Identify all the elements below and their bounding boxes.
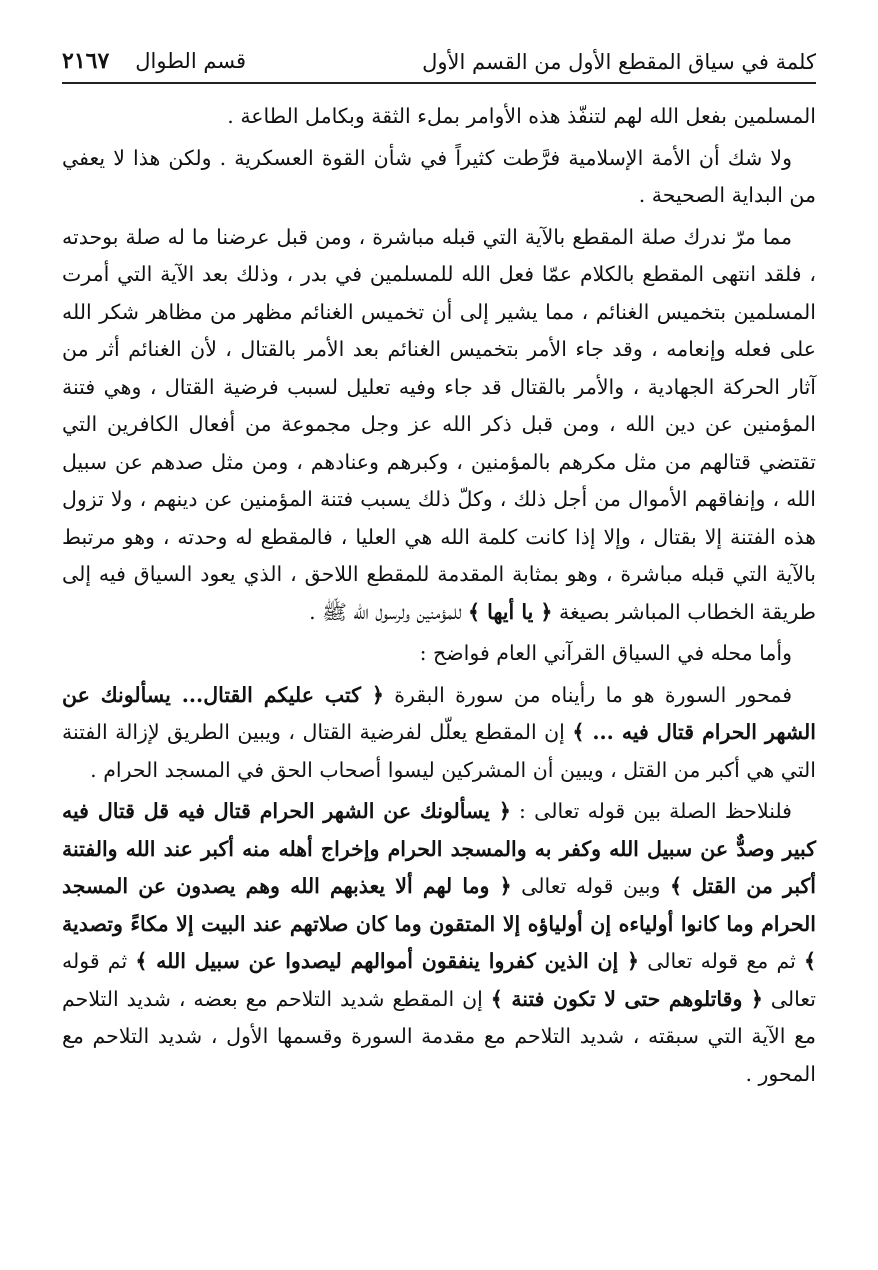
quran-quote: ﴿ كتب عليكم القتال... يسألونك عن الشهر الحرام قتال فيه ... ﴾ — [62, 682, 816, 744]
quran-quote: ﴿ وقاتلوهم حتى لا تكون فتنة ﴾ — [490, 986, 763, 1011]
header-left-group — [62, 48, 246, 74]
text-run: فمحور السورة هو ما رأيناه من سورة البقرة — [383, 682, 793, 707]
paragraph — [62, 793, 816, 1093]
text-run: ولا شك أن الأمة الإسلامية فرَّطت كثيراً في شأن القوة العسكرية . ولكن هذا لا يعفي من البداية الصحيحة . — [62, 145, 816, 207]
text-run: وبين قوله تعالى — [511, 874, 670, 898]
paragraph — [62, 635, 816, 673]
quran-quote: ﴿ إن الذين كفروا ينفقون أموالهم ليصدوا عن سبيل الله ﴾ — [135, 949, 640, 973]
page-number: ٢١٦٧ — [62, 48, 110, 74]
text-run: المسلمين بفعل الله لهم لتنفّذ هذه الأوامر بملء الثقة وبكامل الطاعة . — [227, 104, 816, 128]
paragraph — [62, 219, 816, 632]
quran-quote: ﴿ يسألونك عن الشهر الحرام قتال فيه قل قتال فيه كبير وصدٌّ عن سبيل الله وكفر به والمسجد الحرام وإخراج أهله منه أكبر عند الله والفتنة أكبر من القتل ﴾ — [62, 799, 816, 898]
header-title: كلمة في سياق المقطع الأول من القسم الأول — [422, 50, 816, 74]
quran-quote: ﴿ وما لهم ألا يعذبهم الله وهم يصدون عن المسجد الحرام وما كانوا أولياءه إن أولياؤه إلا المتقون وما كان صلاتهم عند البيت إلا مكاءً وتصدية ﴾ — [62, 874, 817, 973]
text-run: إن المقطع شديد التلاحم مع بعضه ، شديد التلاحم مع الآية التي سبقته ، شديد التلاحم مع مقدمة السورة وقسمها الأول ، شديد التلاحم مع المحور . — [62, 986, 816, 1086]
paragraph — [62, 140, 816, 215]
text-run: ثم مع قوله تعالى — [639, 949, 804, 973]
text-run: ثم قوله تعالى — [62, 949, 816, 1011]
text-run: فلنلاحظ الصلة بين قوله تعالى : — [510, 799, 792, 823]
quran-quote: ﴿ يا أيها ﴾ — [467, 599, 553, 624]
running-header — [62, 36, 816, 84]
paragraph — [62, 98, 816, 136]
header-section: قسم الطوال — [135, 49, 247, 73]
paragraph — [62, 677, 816, 790]
text-run: للمؤمنين ولرسول الله ﷺ . — [309, 599, 468, 624]
text-run: وأما محله في السياق القرآني العام فواضح : — [419, 641, 792, 665]
page-body — [62, 98, 816, 1093]
text-run: مما مرّ ندرك صلة المقطع بالآية التي قبله مباشرة ، ومن قبل عرضنا ما له صلة بوحدته ، فلقد انتهى المقطع بالكلام عمّا فعل الله للمسلمين في بدر ، وذلك بعد الآية التي أمرت المسلمين بتخميس الغنائم ، مما يشير إلى أن تخميس الغنائم مظهر من مظاهر شكر الله على فعله وإنعامه ، وقد جاء الأمر بتخميس الغنائم بعد الأمر بالقتال ، لأن الغنائم أثر من آثار الحركة الجهادية ، والأمر بالقتال قد جاء وفيه تعليل لسبب فرضية القتال ، وهي فتنة المؤمنين عن دين الله ، ومن قبل ذكر الله عز وجل مجموعة من أفعال الكافرين التي تقتضي قتالهم من مثل مكرهم بالمؤمنين ، وكبرهم وعنادهم ، ومن مثل صدهم عن سبيل الله ، وإنفاقهم الأموال من أجل ذلك ، وكلّ ذلك يسبب فتنة المؤمنين عن دينهم ، ولا تزول هذه الفتنة إلا بقتال ، وإلا إذا كانت كلمة الله هي العليا ، فالمقطع له وحدته ، وهو مرتبط بالآية التي قبله مباشرة ، وهو بمثابة المقدمة للمقطع اللاحق ، الذي يعود السياق فيه إلى طريقة الخطاب المباشر بصيغة — [62, 224, 816, 624]
text-run: إن المقطع يعلّل لفرضية القتال ، ويبين الطريق لإزالة الفتنة التي هي أكبر من القتل ، ويبين أن المشركين ليسوا أصحاب الحق في المسجد الحرام . — [62, 720, 816, 782]
